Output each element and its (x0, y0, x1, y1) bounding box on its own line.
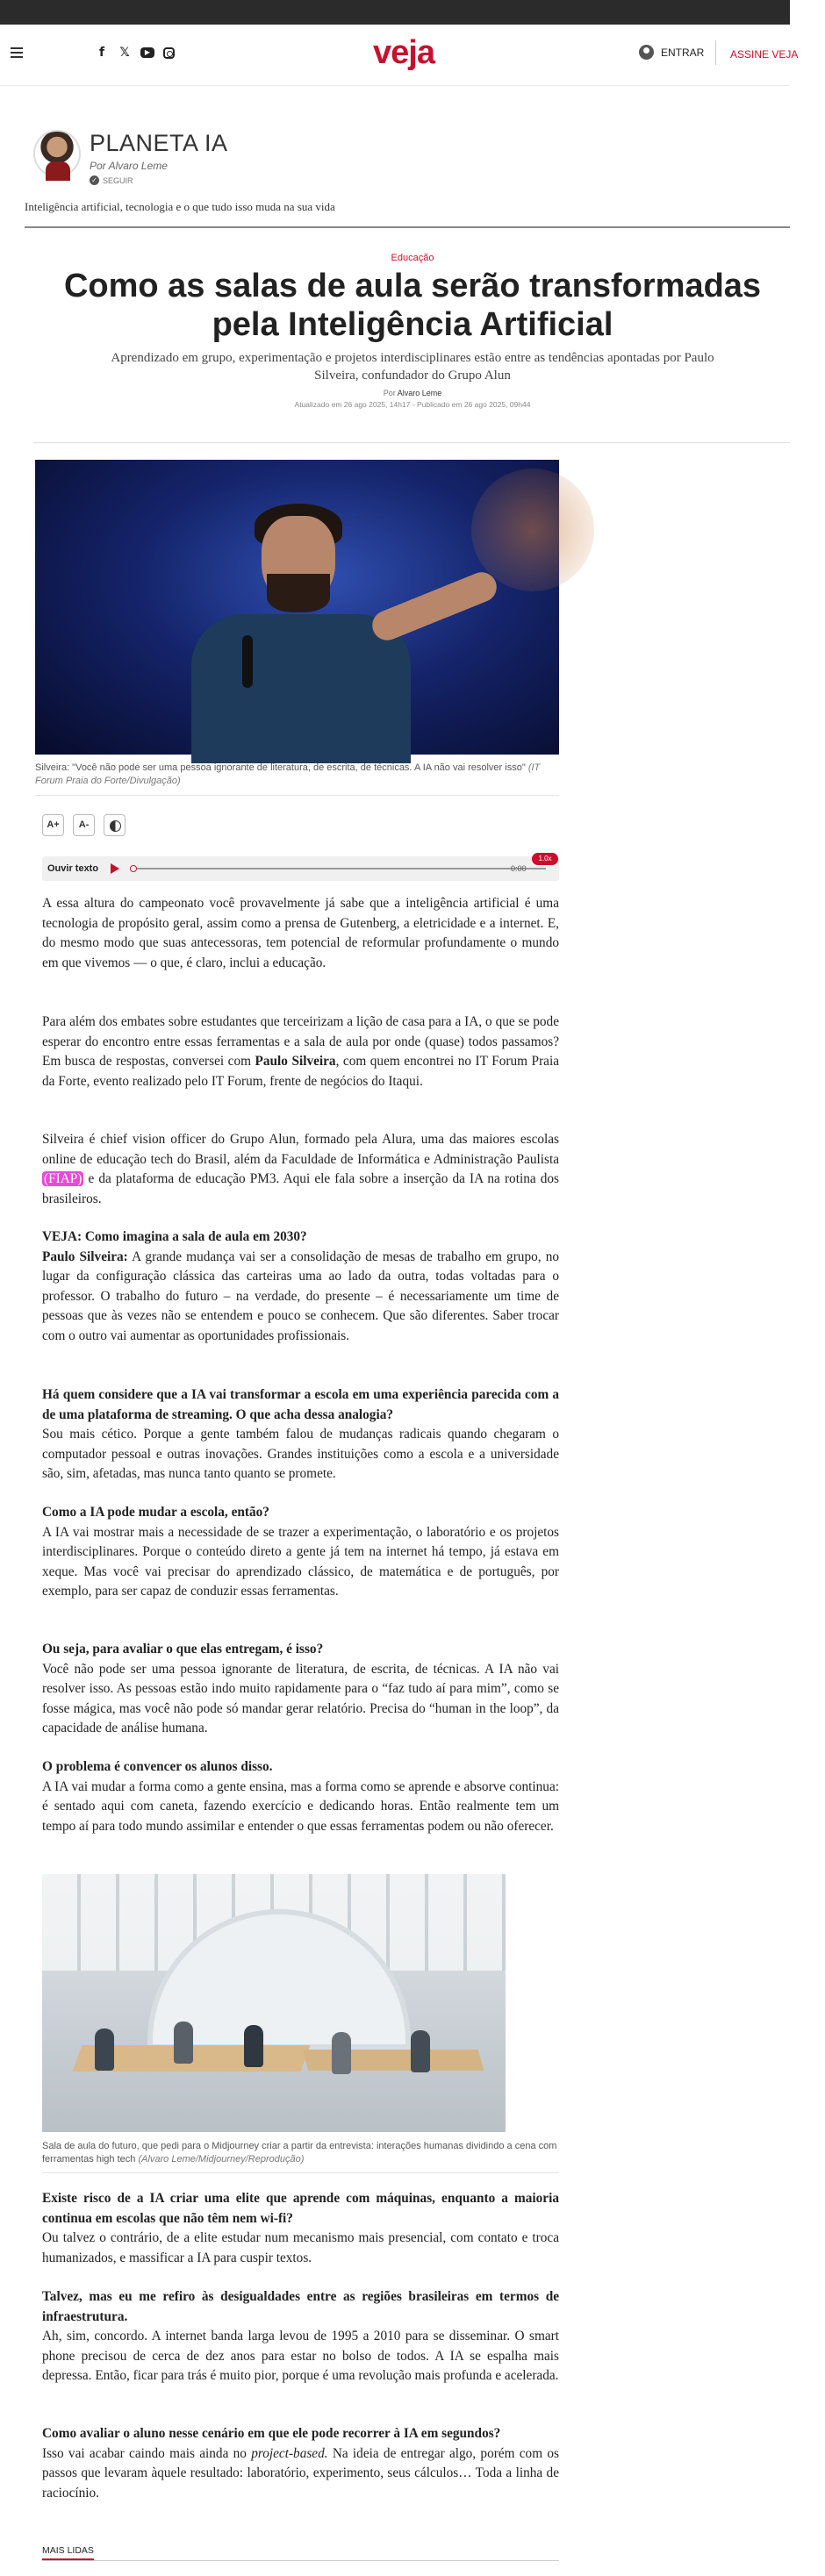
student-figure (411, 2030, 430, 2072)
check-icon: ✓ (90, 175, 99, 185)
instagram-icon[interactable] (163, 47, 175, 59)
youtube-icon[interactable]: ▶ (140, 47, 154, 58)
most-read-divider (42, 2560, 559, 2561)
text-tools (42, 814, 126, 836)
article-category[interactable]: Educação (391, 253, 434, 263)
question: Há quem considere que a IA vai transformar a escola em uma experiência parecida com a de uma plataforma de streaming. O que acha dessa analogia? (42, 1387, 559, 1422)
paragraph-text: Para além dos embates sobre estudantes que terceirizam a lição de casa para a IA, o que se pode esperar do encontro entre essas ferramentas e a sala de aula por onde (quase) todos passamos? Em busca de respostas, conversei com (42, 1014, 559, 1069)
facebook-icon[interactable]: f (98, 46, 105, 60)
x-twitter-icon[interactable]: 𝕏 (119, 46, 130, 60)
paragraph-text: , com quem encontrei no IT Forum Praia da Forte, evento realizado pelo IT Forum, frente de negócios do Itaqui. (42, 1054, 559, 1089)
playback-speed-button[interactable]: 1.0x (532, 853, 558, 865)
player-scrubber[interactable] (130, 865, 137, 872)
interview-qa (42, 2287, 559, 2386)
answer: A IA vai mudar a forma como a gente ensina, mas a forma como se aprende e absorve continua: é sentado aqui com caneta, fazendo exercício e dedicando horas. Então realmente tem um tempo aí para todo mundo assimilar e entender o que essas ferramentas podem ou não oferecer. (42, 1778, 559, 1834)
microphone (242, 635, 253, 688)
hero-caption (35, 762, 562, 788)
article-subtitle: Aprendizado em grupo, experimentação e projetos interdisciplinares estão entre as tendências apontadas por Paulo Silveira, confundador do Grupo Alun (111, 351, 714, 383)
byline-prefix: Por (383, 389, 396, 397)
font-decrease-button[interactable]: A- (73, 814, 95, 836)
interviewee-name: Paulo Silveira (255, 1054, 336, 1069)
hero-caption-text: Silveira: "Você não pode ser uma pessoa ignorante de literatura, de escrita, de técnicas. A IA não vai resolver isso" (35, 762, 526, 773)
answer: Ou talvez o contrário, de a elite estudar num mecanismo mais presencial, com contato e troca humanizados, e massificar a IA para cuspir textos. (42, 2230, 559, 2265)
classroom-caption-text: Sala de aula do futuro, que pedi para o Midjourney criar a partir da entrevista: interações humanas dividindo a cena com ferramentas high tech (42, 2141, 557, 2165)
subscribe-button[interactable]: ASSINE VEJA (730, 48, 799, 61)
answer: A IA vai mostrar mais a necessidade de se trazer a experimentação, o laboratório e os projetos interdisciplinares. Porque o conteúdo direto a gente já tem na internet há tempo, já estava em xeque. Mas você vai precisar do aprendizado clássico, de matemática e de português, por exemplo, para ser capaz de conduzir essas ferramentas. (42, 1524, 559, 1599)
most-read-heading[interactable]: MAIS LIDAS (42, 2545, 94, 2560)
student-figure (244, 2025, 263, 2067)
speaker-beard (267, 574, 330, 612)
follow-button[interactable] (90, 175, 133, 185)
question: Talvez, mas eu me refiro às desigualdades entre as regiões brasileiras em termos de infraestrutura. (42, 2289, 559, 2324)
interview-qa (42, 2189, 559, 2268)
highlighted-term: (FIAP) (44, 1171, 82, 1186)
user-icon (639, 45, 654, 60)
site-header (0, 25, 799, 86)
question: Como a IA pode mudar a escola, então? (42, 1505, 269, 1520)
paragraph-text: e da plataforma de educação PM3. Aqui ele fala sobre a inserção da IA na rotina dos brasileiros. (42, 1171, 559, 1206)
login-button[interactable] (639, 45, 704, 60)
classroom-caption (42, 2140, 559, 2166)
answer-emphasis: project-based. (251, 2445, 328, 2461)
follow-label: SEGUIR (103, 175, 133, 185)
blog-divider (25, 226, 790, 228)
question: Ou seja, para avaliar o que elas entregam, é isso? (42, 1642, 324, 1657)
desk (303, 2050, 484, 2071)
interview-qa (42, 1757, 559, 1836)
student-figure (95, 2029, 114, 2071)
caption-divider (35, 795, 559, 796)
blog-title[interactable]: PLANETA IA (90, 130, 228, 156)
blog-tagline: Inteligência artificial, tecnologia e o que tudo isso muda na sua vida (25, 200, 335, 213)
audio-player (42, 856, 559, 881)
play-icon[interactable] (111, 863, 119, 874)
student-figure (174, 2021, 193, 2064)
paragraph (42, 1130, 559, 1209)
interview-qa (42, 1227, 559, 1346)
classroom-credit: (Alvaro Leme/Midjourney/Reprodução) (138, 2154, 305, 2165)
hero-image (35, 460, 559, 755)
article-byline (0, 389, 825, 397)
question: Existe risco de a IA criar uma elite que aprende com máquinas, enquanto a maioria continua em escolas que não têm nem wi-fi? (42, 2191, 559, 2226)
speaker-arm (368, 568, 501, 645)
question: Como avaliar o aluno nesse cenário em que ele pode recorrer à IA em segundos? (42, 2426, 501, 2441)
top-bar (0, 0, 790, 25)
caption-divider (42, 2172, 559, 2173)
answer: Ah, sim, concordo. A internet banda larga levou de 1995 a 2010 para se disseminar. O smart phone precisou de cerca de dez anos para estar no bolso de todos. A IA se espalha mais depressa. Então, ficar para trás é muito pior, porque é uma revolução mais profunda e acelerada. (42, 2329, 559, 2383)
social-links (95, 46, 175, 60)
question: O problema é convencer os alunos disso. (42, 1759, 273, 1774)
player-progress[interactable] (137, 868, 546, 869)
paragraph (42, 1013, 559, 1091)
header-divider (715, 40, 716, 65)
answer: Isso vai acabar caindo mais ainda no (42, 2445, 252, 2461)
player-time: 0:00 (511, 864, 527, 873)
menu-icon[interactable] (11, 47, 23, 58)
interview-qa (42, 1385, 559, 1485)
article-divider (33, 442, 790, 443)
blog-author: Por Alvaro Leme (90, 160, 168, 172)
answer: Sou mais cético. Porque a gente também falou de mudanças radicais quando chegaram o computador pessoal e outras inovações. Grandes instituições como a escola e a universidade são, sim, afetadas, mas nunca tanto quanto se promete. (42, 1427, 559, 1481)
classroom-image (42, 1874, 506, 2132)
hero-credit: (IT Forum Praia do Forte/Divulgação) (35, 762, 541, 786)
login-label: ENTRAR (661, 46, 705, 59)
interview-qa (42, 1503, 559, 1602)
paragraph: A essa altura do campeonato você provavelmente já sabe que a inteligência artificial é uma tecnologia de propósito geral, assim como a prensa de Gutenberg, a eletricidade e a internet. E, do mesmo modo que suas antecessoras, tem potencial de reformular profundamente o mundo em que vivemos — o que, é claro, inclui a educação. (42, 896, 559, 970)
paragraph-text: Silveira é chief vision officer do Grupo Alun, formado pela Alura, uma das maiores escolas online de educação tech do Brasil, além da Faculdade de Informática e Administração Paulista (42, 1132, 559, 1167)
student-figure (332, 2032, 351, 2074)
interview-qa (42, 1640, 559, 1739)
answer: Você não pode ser uma pessoa ignorante de literatura, de escrita, de técnicas. A IA não vai resolver isso. As pessoas estão indo muito rapidamente para o “faz tudo aí para mim”, como se fosse mágica, mas você não pode só mandar gerar relatório. Precisa do “human in the loop”, da capacidade de análise humana. (42, 1661, 559, 1735)
answer: A grande mudança vai ser a consolidação de mesas de trabalho em grupo, no lugar da configuração clássica das carteiras uma ao lado da outra, todas voltadas para o professor. O trabalho do futuro – na verdade, do presente – é necessariamente um time de pessoas que às vezes não se entendem e pouco se conhecem. Que são diferentes. Saber trocar com o outro vai aumentar as oportunidades profissionais. (42, 1249, 559, 1343)
interview-qa (42, 2424, 559, 2503)
article-headline: Como as salas de aula serão transformadas pela Inteligência Artificial (63, 268, 762, 343)
article-dates: Atualizado em 26 ago 2025, 14h17 - Publicado em 26 ago 2025, 09h44 (294, 400, 531, 409)
stage-light (471, 469, 594, 591)
author-avatar[interactable] (33, 130, 81, 177)
site-logo[interactable]: veja (373, 34, 434, 71)
question: VEJA: Como imagina a sala de aula em 2030? (42, 1229, 307, 1244)
answer: Na ideia de entregar algo, porém com os passos que levaram àquele resultado: laboratório, experimento, seus cálculos… Toda a linha de raciocínio. (42, 2445, 559, 2501)
font-increase-button[interactable]: A+ (42, 814, 64, 836)
player-label: Ouvir texto (47, 863, 99, 874)
byline-author[interactable]: Alvaro Leme (397, 389, 442, 397)
answer-speaker: Paulo Silveira: (42, 1249, 128, 1264)
contrast-icon[interactable] (104, 814, 126, 836)
